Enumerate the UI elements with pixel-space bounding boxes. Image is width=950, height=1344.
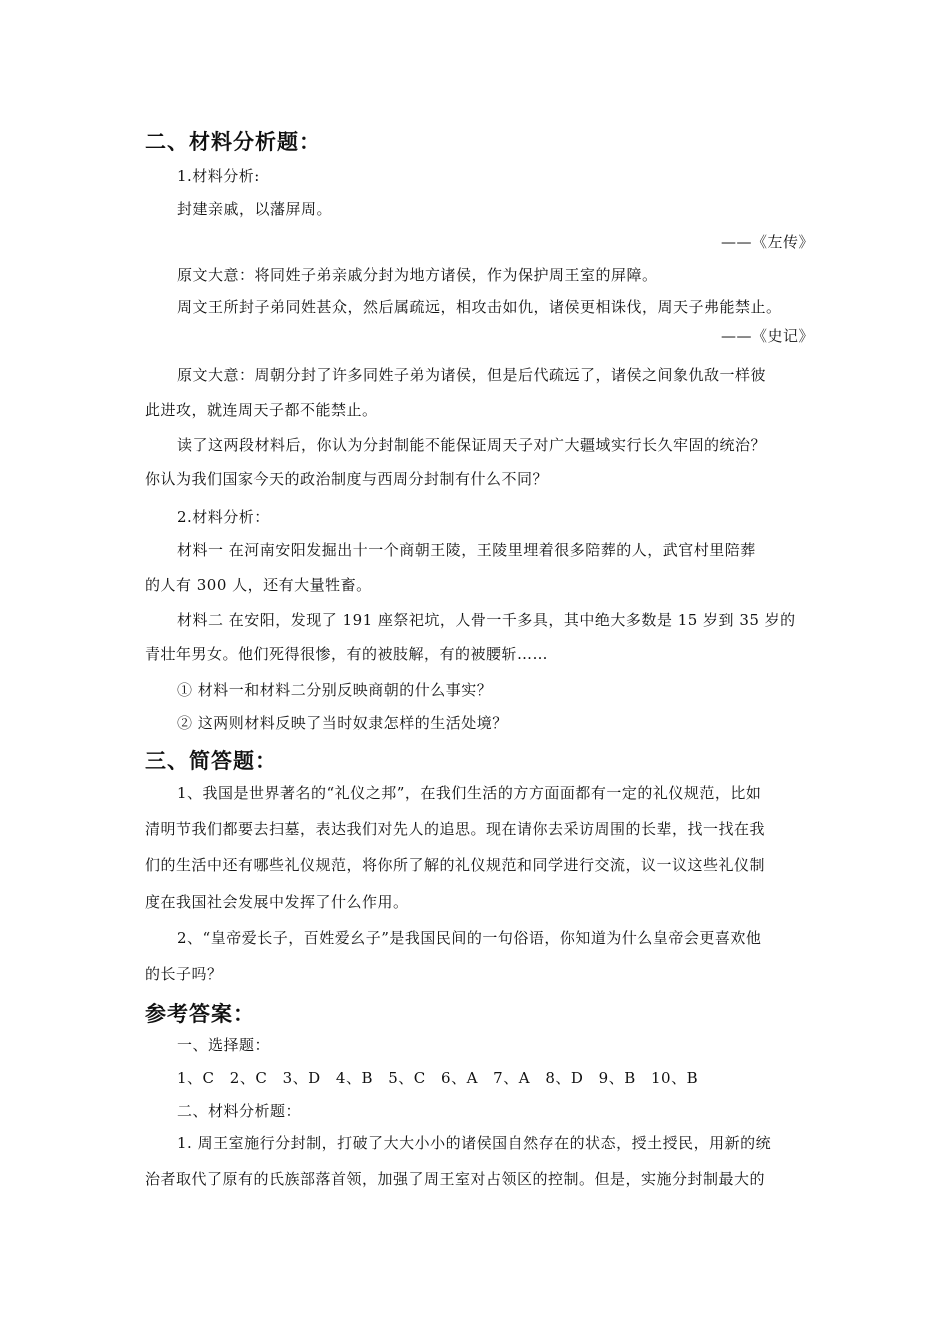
quote1: 封建亲戚，以藩屏周。 <box>177 200 333 218</box>
q1-label: 1.材料分析: <box>177 167 260 185</box>
s3-q1-line1: 1、我国是世界著名的“礼仪之邦”，在我们生活的方方面面都有一定的礼仪规范，比如 <box>177 784 762 802</box>
question-line2: 你认为我们国家今天的政治制度与西周分封制有什么不同？ <box>145 470 549 488</box>
s3-q1-line3: 们的生活中还有哪些礼仪规范，将你所了解的礼仪规范和同学进行交流，议一议这些礼仪制 <box>145 856 766 874</box>
meaning1: 原文大意：将同姓子弟亲戚分封为地方诸侯，作为保护周王室的屏障。 <box>177 266 658 284</box>
choice-label: 一、选择题： <box>177 1036 271 1054</box>
analysis-label: 二、材料分析题： <box>177 1102 302 1120</box>
sub-question2: ② 这两则材料反映了当时奴隶怎样的生活处境？ <box>177 714 508 732</box>
answers-heading: 参考答案： <box>145 1002 255 1026</box>
s3-q2-line1: 2、“皇帝爱长子，百姓爱幺子”是我国民间的一句俗语，你知道为什么皇帝会更喜欢他 <box>177 929 762 947</box>
material1-line1: 材料一 在河南安阳发掘出十一个商朝王陵，王陵里埋着很多陪葬的人，武官村里陪葬 <box>177 541 756 559</box>
source1: ——《左传》 <box>720 233 814 251</box>
meaning2-line2: 此进攻，就连周天子都不能禁止。 <box>145 401 378 419</box>
material2-line2: 青壮年男女。他们死得很惨，有的被肢解，有的被腰斩…… <box>145 645 549 663</box>
quote2: 周文王所封子弟同姓甚众，然后属疏远，相攻击如仇，诸侯更相诛伐，周天子弗能禁止。 <box>177 298 782 316</box>
choice-answers: 1、C 2、C 3、D 4、B 5、C 6、A 7、A 8、D 9、B 10、B <box>177 1069 699 1087</box>
s3-q1-line2: 清明节我们都要去扫墓，表达我们对先人的追思。现在请你去采访周围的长辈，找一找在我 <box>145 820 766 838</box>
s3-q2-line2: 的长子吗？ <box>145 965 223 983</box>
source2: ——《史记》 <box>720 327 814 345</box>
q2-label: 2.材料分析： <box>177 508 270 526</box>
material1-line2: 的人有 300 人，还有大量牲畜。 <box>145 576 372 594</box>
s3-q1-line4: 度在我国社会发展中发挥了什么作用。 <box>145 893 409 911</box>
sub-question1: ① 材料一和材料二分别反映商朝的什么事实？ <box>177 681 493 699</box>
question-line1: 读了这两段材料后，你认为分封制能不能保证周天子对广大疆域实行长久牢固的统治？ <box>177 436 767 454</box>
section3-heading: 三、简答题： <box>145 749 277 773</box>
answer1-line1: 1. 周王室施行分封制，打破了大大小小的诸侯国自然存在的状态，授土授民，用新的统 <box>177 1134 772 1152</box>
material2-line1: 材料二 在安阳，发现了 191 座祭祀坑，人骨一千多具，其中绝大多数是 15 岁到 35 岁的 <box>177 611 796 629</box>
answer1-line2: 治者取代了原有的氏族部落首领，加强了周王室对占领区的控制。但是，实施分封制最大的 <box>145 1170 766 1188</box>
meaning2-line1: 原文大意：周朝分封了许多同姓子弟为诸侯，但是后代疏远了，诸侯之间象仇敌一样彼 <box>177 366 767 384</box>
section2-heading: 二、材料分析题： <box>145 130 321 154</box>
